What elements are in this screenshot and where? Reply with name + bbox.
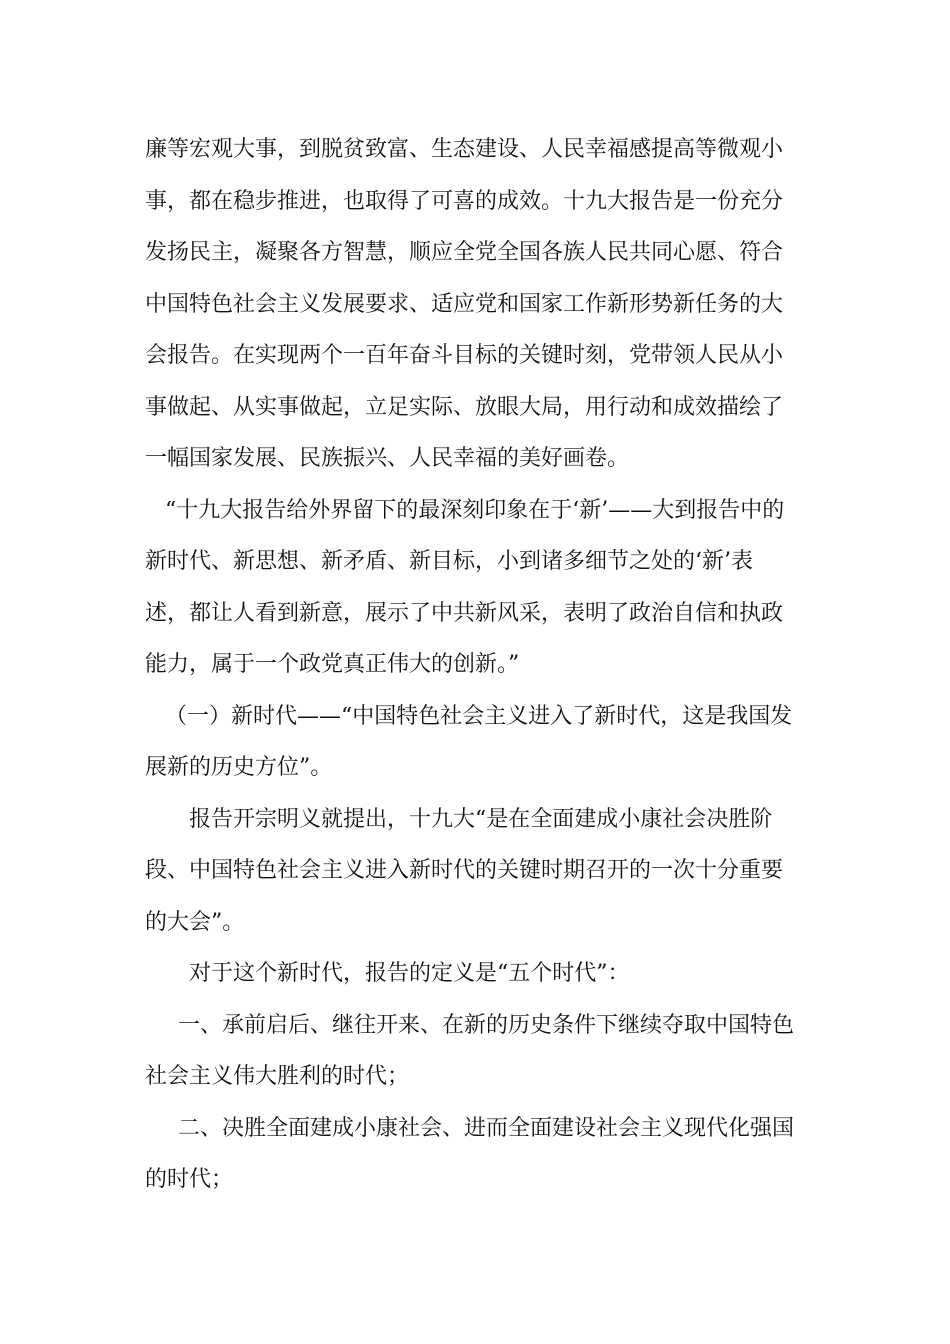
text-line: 会报告。在实现两个一百年奋斗目标的关键时刻，党带领人民从小 [145, 343, 784, 368]
text-line: 对于这个新时代，报告的定义是“五个时代”： [189, 961, 630, 986]
text-line: （一）新时代——“中国特色社会主义进入了新时代，这是我国发 [165, 703, 793, 729]
document-body [145, 124, 805, 1206]
text-line: 事，都在稳步推进，也取得了可喜的成效。十九大报告是一份充分 [145, 188, 784, 214]
text-line: 的大会”。 [145, 909, 245, 935]
text-line: 廉等宏观大事，到脱贫致富、生态建设、人民幸福感提高等微观小 [145, 137, 784, 162]
text-line: 新时代、新思想、新矛盾、新目标，小到诸多细节之处的‘新’表 [145, 549, 753, 574]
text-line: 能力，属于一个政党真正伟大的创新。” [145, 652, 520, 677]
text-line: “十九大报告给外界留下的最深刻印象在于‘新’——大到报告中的 [165, 497, 785, 523]
text-line: 段、中国特色社会主义进入新时代的关键时期召开的一次十分重要 [145, 858, 784, 883]
text-line: 社会主义伟大胜利的时代； [145, 1064, 410, 1089]
text-line: 一、承前启后、继往开来、在新的历史条件下继续夺取中国特色 [178, 1012, 795, 1038]
text-line: 发扬民主，凝聚各方智慧，顺应全党全国各族人民共同心愿、符合 [145, 240, 784, 265]
text-line: 报告开宗明义就提出，十九大“是在全面建成小康社会决胜阶 [189, 806, 773, 832]
text-line: 中国特色社会主义发展要求、适应党和国家工作新形势新任务的大 [145, 291, 784, 317]
text-line: 展新的历史方位”。 [145, 755, 333, 780]
text-line: 的时代； [145, 1167, 234, 1192]
text-line: 一幅国家发展、民族振兴、人民幸福的美好画卷。 [145, 446, 630, 471]
text-line: 二、决胜全面建成小康社会、进而全面建设社会主义现代化强国 [178, 1115, 795, 1141]
text-line: 事做起、从实事做起，立足实际、放眼大局，用行动和成效描绘了 [145, 394, 784, 420]
text-line: 述，都让人看到新意，展示了中共新风采，表明了政治自信和执政 [145, 600, 784, 626]
